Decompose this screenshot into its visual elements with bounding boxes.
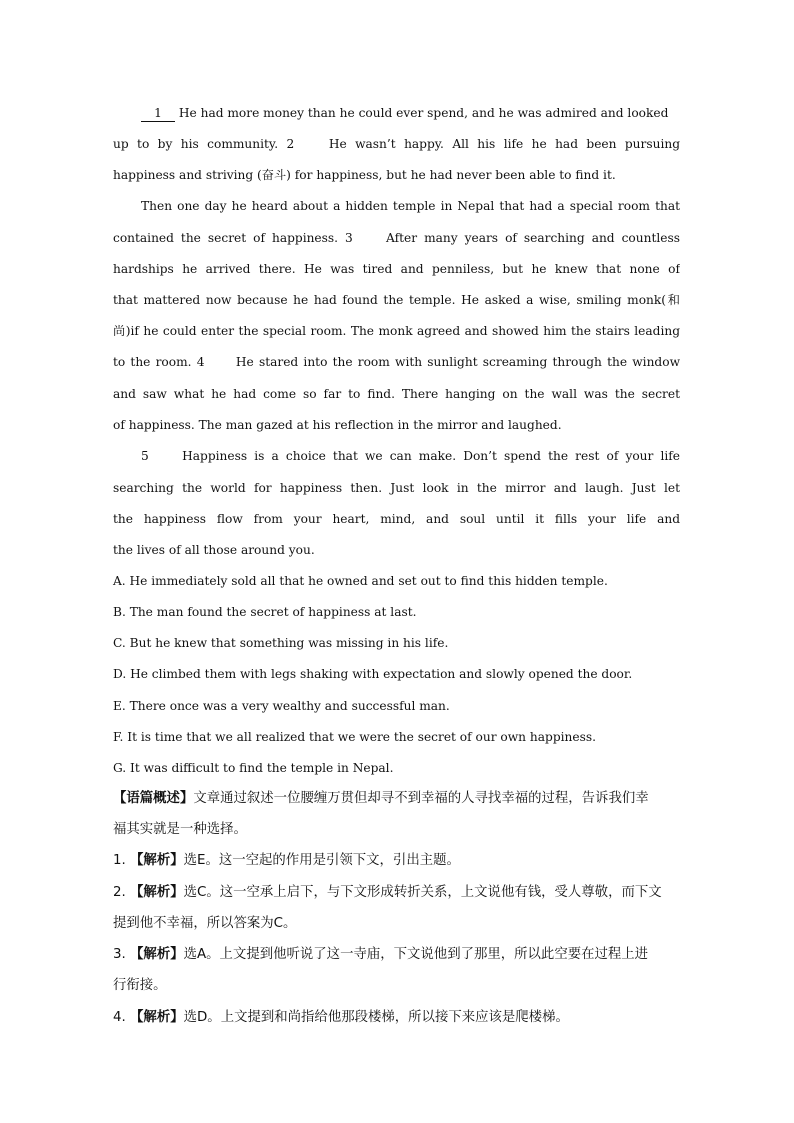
- passage-text: to the room.: [113, 355, 197, 369]
- passage-text: contained the secret of happiness.: [113, 231, 346, 245]
- blank-2: 2: [286, 136, 320, 152]
- answer-number: 1.: [113, 853, 131, 868]
- analysis-tag: 【解析】: [130, 947, 184, 962]
- passage-line: hardships he arrived there. He was tired and penniless, but he knew that none of: [113, 262, 680, 276]
- passage-line: the lives of all those around you.: [113, 543, 315, 557]
- passage-line: [113, 136, 680, 152]
- blank-3: 3: [345, 230, 379, 246]
- answer-number: 2.: [113, 885, 131, 900]
- passage-line: the happiness flow from your heart, mind, and soul until it fills your life and: [113, 512, 680, 526]
- answer-number: 4.: [113, 1010, 131, 1025]
- answer-3-cont: 行衔接。: [113, 978, 167, 993]
- option-f: F. It is time that we all realized that we were the secret of our own happiness.: [113, 730, 596, 744]
- answer-text: 选C。这一空承上启下，与下文形成转折关系，上文说他有钱，受人尊敬，而下文: [183, 885, 662, 900]
- answer-number: 3.: [113, 947, 131, 962]
- passage-line: searching the world for happiness then. Just look in the mirror and laugh. Just let: [113, 481, 680, 495]
- passage-text: up to by his community.: [113, 137, 287, 151]
- option-g: G. It was difficult to find the temple in Nepal.: [113, 761, 394, 775]
- blank-5: 5: [141, 448, 175, 464]
- answer-2: [113, 884, 680, 902]
- passage-line: [113, 354, 680, 370]
- answer-text: 选A。上文提到他听说了这一寺庙，下文说他到了那里，所以此空要在过程上进: [183, 947, 649, 962]
- answer-text: 选D。上文提到和尚指给他那段楼梯，所以接下来应该是爬楼梯。: [183, 1010, 569, 1025]
- passage-line: [141, 105, 680, 121]
- option-a: A. He immediately sold all that he owned and set out to find this hidden temple.: [113, 574, 608, 588]
- answer-1: [113, 852, 680, 870]
- option-d: D. He climbed them with legs shaking with expectation and slowly opened the door.: [113, 667, 633, 681]
- summary-text: 文章通过叙述一位腰缠万贯但却寻不到幸福的人寻找幸福的过程，告诉我们幸: [193, 791, 649, 806]
- answer-3: [113, 946, 680, 964]
- passage-line: 尚)if he could enter the special room. The monk agreed and showed him the stairs leading: [113, 324, 680, 338]
- analysis-tag: 【解析】: [130, 1010, 184, 1025]
- passage-text: He had more money than he could ever spend, and he was admired and looked: [175, 106, 669, 120]
- answer-2-cont: 提到他不幸福，所以答案为C。: [113, 916, 297, 931]
- blank-1: 1: [141, 105, 175, 122]
- option-c: C. But he knew that something was missing in his life.: [113, 636, 449, 650]
- passage-text: After many years of searching and countless: [379, 231, 680, 245]
- option-b: B. The man found the secret of happiness at last.: [113, 605, 417, 619]
- option-e: E. There once was a very wealthy and successful man.: [113, 699, 450, 713]
- passage-line: [113, 230, 680, 246]
- passage-line: and saw what he had come so far to find. There hanging on the wall was the secret: [113, 387, 680, 401]
- blank-4: 4: [197, 354, 231, 370]
- passage-line: Then one day he heard about a hidden temple in Nepal that had a special room that: [141, 199, 680, 213]
- passage-text: Happiness is a choice that we can make. Don’t spend the rest of your life: [175, 449, 680, 463]
- summary-line: 福其实就是一种选择。: [113, 822, 247, 837]
- passage-line: [141, 448, 680, 464]
- summary-tag: 【语篇概述】: [113, 791, 194, 806]
- passage-text: He stared into the room with sunlight screaming through the window: [230, 355, 680, 369]
- analysis-tag: 【解析】: [130, 853, 184, 868]
- analysis-tag: 【解析】: [130, 885, 184, 900]
- answer-4: [113, 1009, 680, 1027]
- summary-line: [113, 790, 680, 808]
- passage-line: of happiness. The man gazed at his reflection in the mirror and laughed.: [113, 418, 562, 432]
- answer-text: 选E。这一空起的作用是引领下文，引出主题。: [183, 853, 460, 868]
- passage-line: that mattered now because he had found the temple. He asked a wise, smiling monk(和: [113, 293, 680, 307]
- passage-text: He wasn’t happy. All his life he had been pursuing: [320, 137, 680, 151]
- passage-line: happiness and striving (奋斗) for happiness, but he had never been able to find it.: [113, 168, 616, 182]
